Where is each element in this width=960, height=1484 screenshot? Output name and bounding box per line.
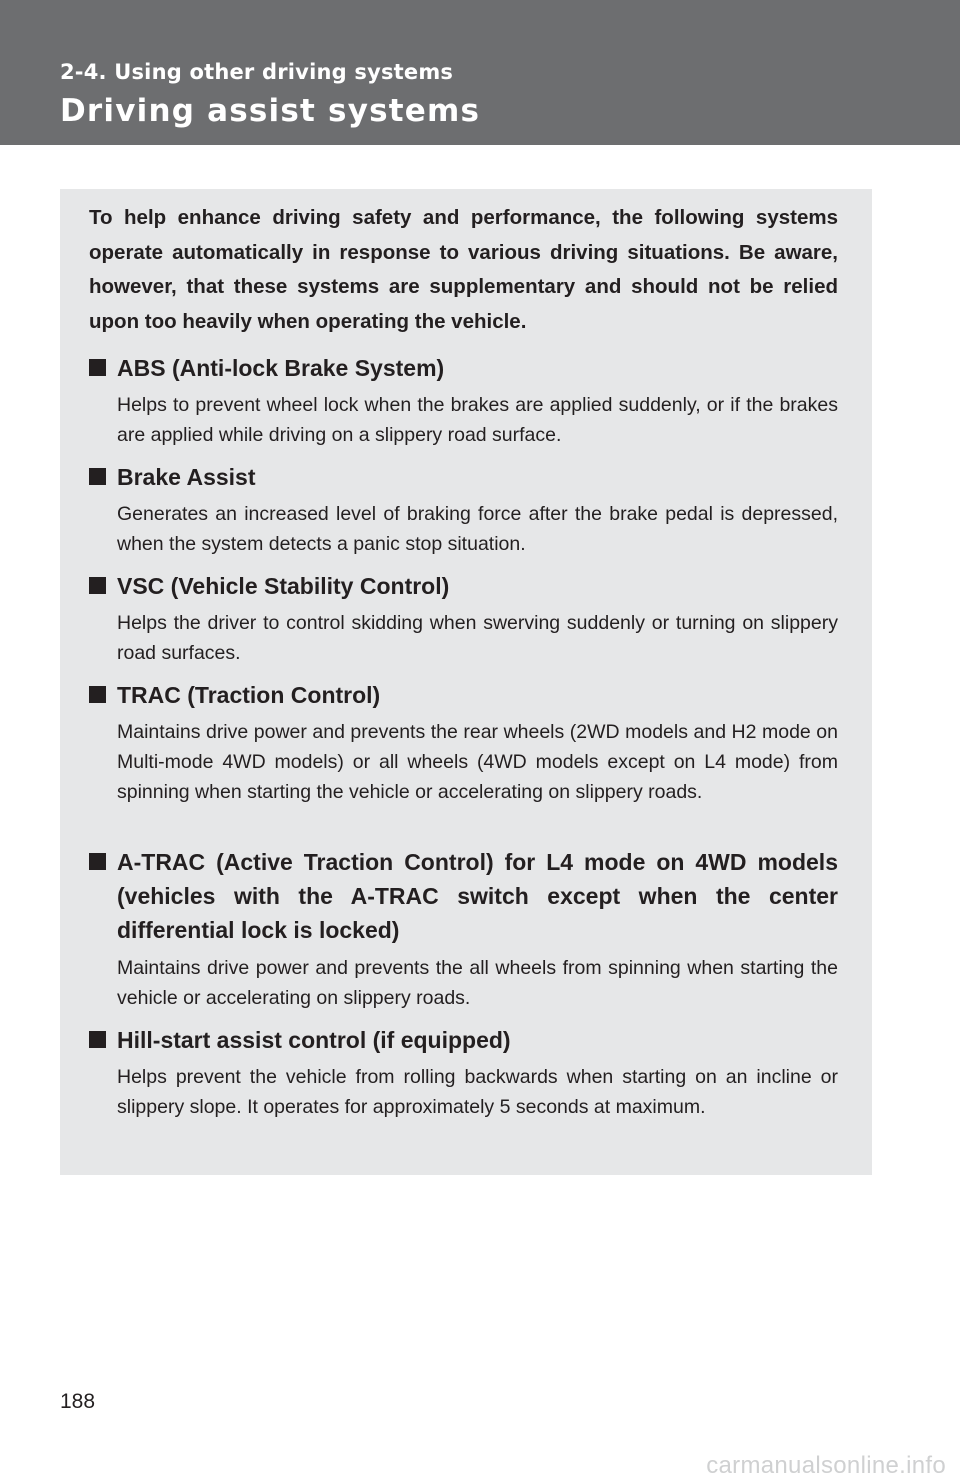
bullet-square-icon [89, 577, 106, 594]
bullet-square-icon [89, 1031, 106, 1048]
section-heading-text: Hill-start assist control (if equipped) [117, 1027, 511, 1053]
section-heading-text: TRAC (Traction Control) [117, 682, 381, 708]
section-heading-brake-assist [89, 460, 838, 494]
section-body-abs: Helps to prevent wheel lock when the brakes are applied suddenly, or if the brakes are applied while driving on a slippery road surface. [117, 394, 838, 446]
intro-paragraph: To help enhance driving safety and performance, the following systems operate automatically in response to various driving situations. Be aware, however, that these systems are supplementary and should not be relied upon too heavily when operating the vehicle. [89, 206, 838, 333]
bullet-square-icon [89, 468, 106, 485]
section-heading-a-trac [89, 845, 838, 947]
section-heading-vsc [89, 569, 838, 603]
section-body-trac: Maintains drive power and prevents the rear wheels (2WD models and H2 mode on Multi-mode 4WD models) or all wheels (4WD models except on L4 mode) from spinning when starting the vehicle or accelerating on slippery roads. [117, 721, 838, 803]
section-heading-trac [89, 678, 838, 712]
section-heading-abs [89, 351, 838, 385]
section-heading-text: VSC (Vehicle Stability Control) [117, 573, 450, 599]
section-heading-text: ABS (Anti-lock Brake System) [117, 355, 445, 381]
section-heading-text: Brake Assist [117, 464, 256, 490]
section-heading-text: A-TRAC (Active Traction Control) for L4 mode on 4WD models (vehicles with the A-TRAC switch except when the center differential lock is locked) [117, 849, 838, 943]
section-body-hill-start: Helps prevent the vehicle from rolling backwards when starting on an incline or slippery slope. It operates for approximately 5 seconds at maximum. [117, 1066, 838, 1118]
page-title: Driving assist systems [60, 93, 481, 129]
chapter-header-bar [0, 0, 960, 145]
section-label: 2-4. Using other driving systems [60, 60, 454, 84]
section-body-vsc: Helps the driver to control skidding when swerving suddenly or turning on slippery road surfaces. [117, 612, 838, 664]
bullet-square-icon [89, 359, 106, 376]
section-heading-hill-start [89, 1023, 838, 1057]
bullet-square-icon [89, 686, 106, 703]
watermark: carmanualsonline.info [706, 1452, 946, 1479]
page-number: 188 [60, 1390, 96, 1413]
section-body-brake-assist: Generates an increased level of braking force after the brake pedal is depressed, when the system detects a panic stop situation. [117, 503, 838, 555]
bullet-square-icon [89, 853, 106, 870]
section-body-a-trac: Maintains drive power and prevents the all wheels from spinning when starting the vehicle or accelerating on slippery roads. [117, 957, 838, 1009]
